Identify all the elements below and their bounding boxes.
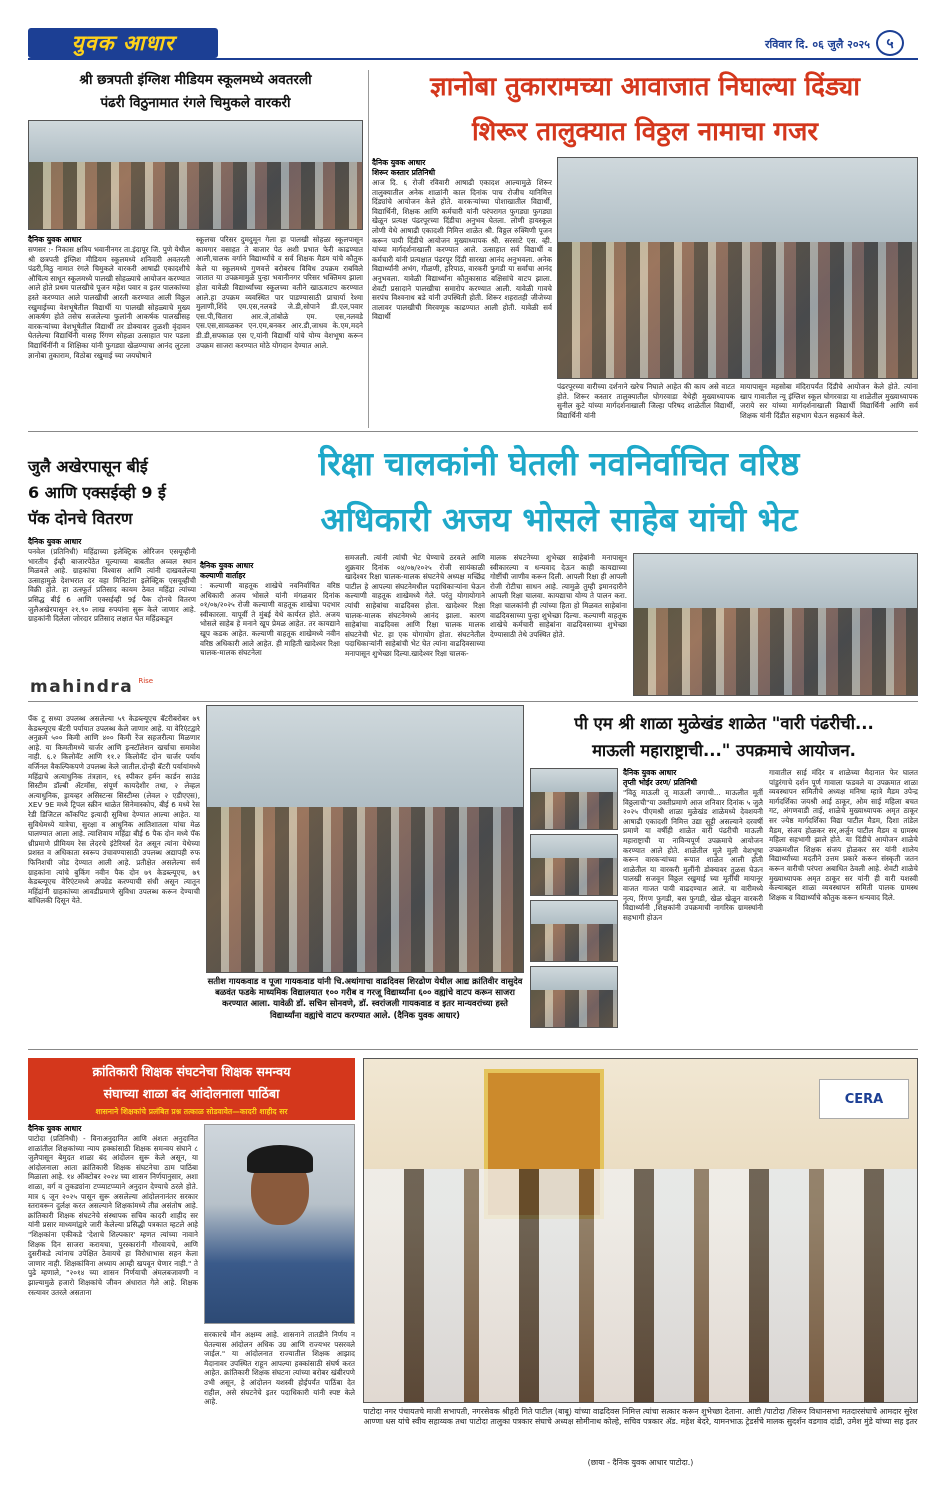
story1-text-col2: स्कूलचा परिसर दुमदुमून गेला हा पालखी सोहळा स्कूलपासून कामगार वसाहत ते बाजार पेठ अशी प्रभात फेरी काढण्यात आली,चालक वर्गाने विद्यार्थ्यांचे व सर्व शिक्षक मैडम यांचे कौतुक केले या स्कूलमध्ये गुणवत्ते बरोबरच विविध उपक्रम राबविले जातात या उपक्रमामुळे पुन्हा भवानीनगर परिसर भक्तिमय झाला होता यावेळी विद्यार्थ्यांच्या स्कूलच्या वतीने खाऊवाटप करण्यात आले.हा उपक्रम व्यवस्थित पार पाडण्यासाठी प्राचार्या रेश्मा मुलाणी,शिंदे एम.एस,नलवडे जे.डी,सोपाने डी.एल,पवार एस.पी,चितारा आर.जे,तांबोळे एम. एस,नलवडे एस.एस,सावळकर एन.एम,बनकर आर.डी,जाधव के.एम,मदने डी.डी,सपकाळ एस ए,यांनी विद्यार्थी यांचे योग्य वेशभूषा करून उपक्रम साजरा करण्यात मोठे योगदान देण्यात आले. xyxy=(196,235,363,350)
col-divider xyxy=(368,70,369,428)
story2-headline-1: ज्ञानोबा तुकारामच्या आवाजात निघाल्या दिंड्या xyxy=(429,72,860,102)
story1-headline-1: श्री छत्रपती इंग्लिश मीडियम स्कूलमध्ये अवतरली xyxy=(79,72,312,88)
story7-headline-1: क्रांतिकारी शिक्षक संघटनेचा शिक्षक समन्वय xyxy=(92,1064,291,1079)
story7-headline-2: संघाच्या शाळा बंद आंदोलनाला पाठिंबा xyxy=(103,1086,280,1101)
story7-byline: दैनिक युवक आधार xyxy=(28,1124,82,1133)
story1-text-col1: सणसर :- निकास क्षत्रिय भवानीनगर ता.इंदापूर जि. पुणे येथील श्री छत्रपती इंग्लिश मीडियम स्कूलमध्ये शनिवारी अवतरली पंढरी,विठु नामात रंगले चिमुकले वारकरी आषाढी एकादशीचे औचित्य साधून स्कूलमध्ये पालखी सोहळ्याचे आयोजन करण्यात आले होते प्रथम पालखीचे पूजन महेश पवार व इतर पालकांच्या हस्ते करण्यात आले पालखीची आरती करण्यात आली विठ्ठल रखुमाईच्या वेशभूषेतील विद्यार्थी या पालखी सोहळ्याचे मुख्य आकर्षण होते तसेच सजलेल्या फुलांनी आकर्षक पालखीसह वारकऱ्यांच्या वेशभूषेतील विद्यार्थी तर डोक्यावर तुळशी वृंदावन घेतलेल्या विद्यार्थिनी यासह रिंगण सोहळा उत्साहात पार पडला विद्यार्थिनींनी व शिक्षिका यांनी फुगड्या खेळण्याचा आनंद लुटला ज्ञानोबा तुकाराम, विठोबा रखुमाई च्या जयघोषाने xyxy=(28,245,190,360)
story3-text-col1: : कल्याणी वाहतूक शाखेचे नवनिर्वाचित वरिष्ठ अधिकारी अजय भोसले यांनी मंगळवार दिनांक ०१/०७/२०२५ रोजी कल्याणी वाहतूक शाखेचा पदभार स्वीकारला. यापूर्वी ते मुंबई येथे कार्यरत होते. अजय भोसले साहेब हे मनाने खूप प्रेमळ आहेत. तर कायद्याने खूप कडक आहेत. कल्याणी वाहतूक शाखेमध्ये नवीन वरिष्ठ अधिकारी आले आहेत. ही माहिती खादेश्वर रिक्षा चालक-मालक संघटनेला xyxy=(200,581,340,658)
story6-byline: दैनिक युवक आधार तृप्ती भोईर उरण/ प्रतिनिधी xyxy=(623,768,697,787)
story4-headline-3: पॅक दोनचे वितरण xyxy=(28,509,133,528)
story4-text-col1: पनवेल (प्रतिनिधी) महिंद्राच्या इलेक्ट्रिक ओरिजन एसयूव्हीनी भारतीय ईव्ही बाजारपेठेत मूल्याच्या बाबतीत अव्वल स्थान मिळवले आहे. ग्राहकांचा विश्वास आणि त्यांनी दाखवलेल्या उत्साहामुळे देशभरात दर वहा मिनिटांना इलेक्ट्रिक एसयूव्हीची विक्री होते. हा उत्स्फूर्त प्रतिसाद कायम ठेवत महिंद्रा त्यांच्या प्रसिद्ध बीई 6 आणि एक्सईव्ही 9ई पैक दोनचे वितरण जुलैअखेरपासून २१.९० लाख रुपयांना सुरू केले जाणार आहे. ग्राहकांनी दिलेला जोरदार प्रतिसाद लक्षात घेत महिंद्रकडून xyxy=(28,547,196,624)
story3-headline-1: रिक्षा चालकांनी घेतली नवनिर्वाचित वरिष्ठ xyxy=(318,444,800,483)
story7-subhead: शासनाने शिक्षकांचे प्रलंबित प्रश्न तत्काळ सोडवावेत—कादरी शाहीद सर xyxy=(95,1107,288,1116)
story2-headline-2: शिरूर तालुक्यात विठ्ठल नामाचा गजर xyxy=(471,117,819,147)
story3-photo xyxy=(633,553,918,696)
story2-text-col1: आज दि. ६ रोजी रविवारी आषाढी एकादश आल्यामुळे शिरूर तालुक्यातील अनेक शाळांनी काल दिनांक पाच रोजीच यानिमित्त दिंड्यांचे आयोजन केले होते. वारकऱ्यांच्या पोशाखातील विद्यार्थी, विद्यार्थिनी, शिक्षक आणि कर्मचारी यांनी परंपरागत फुगड्या फुगड्या खेळून प्रत्यक्ष पंढरपूरच्या दिंडीचा अनुभव घेतला. लोणी हायस्कूल लोणी येथे आषाढी एकादशी निमित्त शाळेत श्री. विठ्ठल रुक्मिणी पूजन करून पायी दिंडीचे आयोजन मुख्याध्यापक श्री. सरसाटे एस. व्ही. यांच्या मार्गदर्शनाखाली करण्यात आले. उत्साहात सर्व विद्यार्थी व कर्मचारी यांनी प्रत्यक्षात पंढरपूर दिंडी सारखा आनंद अनुभवला. अनेक विद्यार्थ्यांनी अभंग, गौळणी, हरिपाठ, वारकरी फुगडी या सर्वांचा आनंद अनुभवला. यावेळी विद्यार्थ्यांना कौतुकासाठ बक्षिसांचे वाटप झाला. शेवटी प्रसादाने पालखीचा समारोप करण्यात आली. यावेळी गावचे सरपंच विश्वनाथ बडे यांनी उपस्थिती होती. शिरूर शहरातही जीजेच्या तालावर पालखीची मिरवणूक काढण्यात आली होती. यावेळी सर्व विद्यार्थी xyxy=(372,178,552,322)
masthead-date: रविवार दि. ०६ जुलै २०२५ xyxy=(764,38,870,51)
story6-photo-4 xyxy=(530,966,618,1028)
story1-photo xyxy=(28,120,363,230)
story6-text-col2: गावातील साई मंदिर व शाळेच्या मैदानात फेर घालत पांडुरंगाचे दर्शन पूर्ण गावाला फडवले या उपक्रमात शाळा व्यवस्थापन समितीचे अध्यक्ष मनिषा म्हात्रे मैडम उपेन्द्र मार्गदर्शिका जयश्री आई ठाकूर, ओम साई महिला बचत गट, अंगणवाडी ताई, शाळेचे मुख्याध्यापक अमृत ठाकूर सर ज्येष्ठ मार्गदर्शिका विद्या पाटील मैडम, दिशा तांडेल मैडम, संजय होळकर सर,अर्जुन पाटील मैडम व ग्रामस्थ महिला सहभागी झाले होते. या दिंडीचे आयोजन शाळेचे उपक्रमशील शिक्षक संजय होळकर सर यांनी शालेय विद्यार्थ्यांच्या मदतीने उत्तम प्रकारे करून संस्कृती जतन करून वारीची परंपरा अबाधित ठेवली आहे. शेवटी शाळेचे मुख्याध्यापक अमृत ठाकूर सर यांनी ही वारी यशस्वी केल्याबद्दल शाळा व्यवस्थापन समिती पालक ग्रामस्थ शिक्षक व विद्यार्थ्यांचे कौतुक करून धन्यवाद दिले. xyxy=(769,768,918,902)
mahindra-logo xyxy=(30,677,200,701)
story3-text-col2: समजली. त्यांनी त्यांची भेट घेण्याचे ठरवले आणि शुक्रवार दिनांक ०४/०७/२०२५ रोजी सायंकाळी खादेश्वर रिक्षा चालक-मालक संघटनेचे अध्यक्ष मच्छिंद्र पाटील हे आपल्या संघटनेमधील पदाधिकाऱ्यांना घेऊन कल्याणी वाहतूक शाखेमध्ये गेले. परंतु योगायोगाने त्यांची साहेबांचा वाढदिवस होता. खादेश्वर रिक्षा चालक-मालक संघटनेमध्ये आनंद झाला. कारण साहेबांचा वाढदिवस आणि रिक्षा चालक मालक संघटनेची भेट. हा एक योगायोग होता. संघटनेतील पदाधिकाऱ्यांनी साहेबांची भेट घेत त्यांना वाढदिवसाच्या मनापासून शुभेच्छा दिल्या.खादेश्वर रिक्षा चालक- xyxy=(345,553,485,658)
story5-photo xyxy=(206,705,524,973)
story2-photo-caption-a: पंढरपूरच्या वारीच्या दर्शनाने खरेच निघाले आहेत की काय असे वाटत होते. शिरूर कस्तार तालुक्यातील घोगरवाडा येथेही मुख्याध्यापक सुनील कुटे यांच्या मार्गदर्शनाखाली जिल्हा परिषद शाळेतील विद्यार्थी, विद्यार्थिनी यांनी xyxy=(557,382,735,420)
section-divider xyxy=(28,1049,918,1050)
story6-photo-1 xyxy=(530,768,618,830)
story8-caption: पाटोदा नगर पंचायतचे माजी सभापती, नगरसेवक श्रीहरी गिते पाटील (बाबू) यांच्या वाढदिवस निमित्त त्यांचा सत्कार करून शुभेच्छा देताना. आष्टी /पाटोदा /शिरूर विधानसभा मतदारसंघाचे आमदार सुरेश आण्णा धस यांचे स्वीय सहाय्यक तथा पाटोदा तालुका पत्रकार संघाचे अध्यक्ष सोमीनाथ कोल्हे, सचिव पत्रकार ॲड. महेश बेदरे, यामनभाऊ ट्रेडर्सचे मालक सुदर्शन वडगाव दांडी, उमेश मुंडे यांच्या सह इतर xyxy=(363,1407,918,1427)
story6-text-col1: "विठू माऊली तू माऊली जगाची... माऊलीत मूर्ती विठ्ठलाची"या उक्तीप्रमाणे आज शनिवार दिनांक ५ जुलै २०२५ पीएमश्री शाळा मुळेखंड शाळेमध्ये देवशयनी आषाढी एकादशी निमित्त उद्या सुट्टी असल्याने दरवर्षी प्रमाणे या वर्षीही शाळेत वारी पंढरीची माऊली महाराष्ट्राची या नाविन्यपूर्ण उपक्रमाचे आयोजन करण्यात आले होते. शाळेतील मुले मुली वेशभूषा करून वारकऱ्यांच्या रूपात शाळेत आली होती शाळेतील या वारकरी मुलींनी डोक्यावर तुळस घेऊन पालखी सजवून विठ्ठल रखुमाई च्या मूर्तींची मायानूर वाजत गाजत पायी वाढदण्यात आले. या वारीमध्ये नृत्य, रिंगण फुगडी, बस फुगडी, खेळ खेळून वारकरी विद्यार्थ्यांनी ,शिक्षकांनी उपक्रमाची नागरिक ग्रामस्थांनी सहभागी होऊन xyxy=(623,788,763,922)
story1-byline: दैनिक युवक आधार xyxy=(28,235,82,244)
story2-photo xyxy=(557,157,918,379)
story5-caption: सतीश गायकवाड व पूजा गायकवाड यांनी चि.अथांगाचा वाढदिवस शिरढोण येथील आद्य क्रांतिवीर वासुदेव बळवंत फडके माध्यमिक विद्यालयात १०० गरीब व गरजू विद्यार्थ्यांना ६०० वह्यांचे वाटप करून साजरा करण्यात आला. यावेळी डॉ. सचिन सोनवणे, डॉ. स्वरांजली गायकवाड व इतर मान्यवरांच्या हस्ते विद्यार्थ्यांना वह्यांचे वाटप करण्यात आले. (दैनिक युवक आधार) xyxy=(207,976,523,1020)
brand-tag-text: Rise xyxy=(138,677,154,685)
story6-headline-1: पी एम श्री शाळा मुळेखंड शाळेत "वारी पंढरीची... xyxy=(574,714,874,733)
paper-name: युवक आधार xyxy=(71,31,175,55)
story4-headline-2: 6 आणि एक्सईव्ही 9 ई xyxy=(28,483,166,502)
story8-photo-credit: (छाया - दैनिक युवक आधार पाटोदा.) xyxy=(587,1458,694,1467)
story4-headline-1: जुलै अखेरपासून बीई xyxy=(28,457,148,476)
story3-headline-2: अधिकारी अजय भोसले साहेब यांची भेट xyxy=(320,500,798,539)
story3-text-col3: मालक संघटनेच्या शुभेच्छा साहेबांनी मनापासून स्वीकारल्या व धन्यवाद देऊन काही कायद्याच्या गोष्टींची जाणीव करून दिली. आपली रिक्षा ही आपली रोजी रोटीचा साधन आहे. त्यामुळे तुम्ही इमानदारीने आपली रिक्षा चालवा. कायद्याचा योग्य ते पालन करा. रिक्षा चालकांनी ही त्यांच्या हिता हो मिळवत साहेबांना वाढदिवसाच्या पुन्हा शुभेच्छा दिल्या. कल्याणी वाहतूक शाखेचे कर्मचारी साहेबांना वाढदिवसाच्या शुभेच्छा देण्यासाठी तेथे उपस्थित होते. xyxy=(490,553,627,639)
shop-sign: CERA xyxy=(844,1091,884,1107)
story6-headline-2: माऊली महाराष्ट्राची..." उपक्रमाचे आयोजन. xyxy=(592,741,856,760)
page-number-badge xyxy=(876,30,904,56)
story6-photo-2 xyxy=(530,834,618,896)
story1-headline-2: पंढरी विठुनामात रंगले चिमुकले वारकरी xyxy=(100,95,291,111)
section-divider xyxy=(28,431,918,432)
brand-logo-text: mahindra xyxy=(30,677,134,697)
story7-text-col2: सरकारचे मौन अक्षम्य आहे. शासनाने तातडीने निर्णय न घेतल्यास आंदोलन अधिक उग्र आणि राज्यभर पसरवले जाईल." या आंदोलनात राज्यातील शिक्षक आझाद मैदानावर उपस्थित राहून आपल्या हक्कांसाठी संघर्ष करत आहेत. क्रांतिकारी शिक्षक संघटना त्यांच्या बरोबर खंबीरपणे उभी असून, हे आंदोलन यशस्वी होईपर्यंत पाठिंबा देत राहील, असे संघटनेचे इतर पदाधिकारी यांनी स्पष्ट केले आहे. xyxy=(204,1330,355,1407)
story8-photo xyxy=(363,1058,918,1403)
story4-text-col2: पॅक टू सध्या उपलब्ध असलेल्या ५९ केडब्ल्यूएच बॅटरीबरोबर ७९ केडब्ल्यूएच बॅटरी पर्यायात उपलब्ध केले जाणार आहे. या वेरिएंटद्वारे अनुक्रमे ५०० किमी आणि ४०० किमी रेंज सहजरीत्या मिळणार आहे. या किमतीमध्ये चार्जर आणि इन्स्टॉलेशन खर्चाचा समावेश नाही. ६.२ किलोवॅट आणि ११.२ किलोवॅट दोन चार्जर पर्याय वर्जिनल वैकल्पिकपणे उपलब्ध केले जातील.दोन्ही बॅटरी पर्यायांमध्ये महिंद्राचे अत्याधुनिक तंत्रज्ञान, १६ स्पीकर हर्मन कार्डन साउंड सिस्टीम डॉल्बी ॲटमॉस, संपूर्ण कायदेशीर तथा, २ लेव्हल अत्याधुनिक, ड्रायव्हर असिस्टन्स सिस्टीम्स (लेवल २ एडीएएस), XEV 9E मध्ये ट्रिपल स्क्रीन थाळेत सिनेमास्कोप, बीई 6 मध्ये रेस रेडी डिजिटल कॉकपिट इत्यादी सुविधा देण्यात आल्या आहेत. या सुविधेमध्ये यात्रेचा, सुरक्षा व आधुनिक आतिशातला यांचा मेळ घालण्यात आला आहे. त्याशिवाय महिंद्रा बीई 6 पैक दोन मध्ये पॅक थ्रीप्रमाणे प्रीमियम रेस लेदरचे इंटेरियर्स देत असून त्यांना येथेच्या प्रशस्त व अधिकाता स्वरूप उंचावण्यासाठी उपलब्ध अद्यापही रुफ फिनिशची जोड देण्यात आली आहे. प्रतीक्षेत असलेल्या सर्व ग्राहकांना त्यांचे बुकिंग नवीन पैक दोन ७९ केडब्ल्यूएच, ७९ केडब्ल्यूएच वेरिएंटमध्ये अपग्रेड करण्याची संधी असून त्यातून महिंद्रांनी ग्राहकांच्या आवडीप्रमाणे सुविधा उपलब्ध करून देण्याची बांधिलकी दिसून येते. xyxy=(28,714,200,906)
story4-byline: दैनिक युवक आधार xyxy=(28,537,82,546)
masthead-logo xyxy=(28,28,218,58)
section-divider xyxy=(28,701,918,702)
story2-byline: दैनिक युवक आधार शिरूर कस्तार प्रतिनिधी xyxy=(372,158,436,177)
story3-byline: दैनिक युवक आधार कल्याणी वार्ताहर xyxy=(200,561,254,580)
story7-text-col1: पाटोदा (प्रतिनिधी) - विनाअनुदानित आणि अंशतः अनुदानित शाळांतील शिक्षकांच्या न्याय हक्कांसाठी शिक्षक समन्वय संघाने ८ जुलैपासून बेमुदत शाळा बंद आंदोलन सुरू केले असून, या आंदोलनाला आता क्रांतिकारी शिक्षक संघटनेचा ठाम पाठिंबा मिळाला आहे. १४ ऑक्टोबर २०२४ च्या शासन निर्णयानुसार, अशा शाळा, वर्ग व तुकड्यांना टप्प्याटप्प्याने अनुदान देण्याचे ठरले होते. मात्र ६ जून २०२५ पासून सुरू असलेल्या आंदोलनानंतर सरकार स्तरावरून दुर्लक्ष करत असल्याने शिक्षकांमध्ये तीव्र असंतोष आहे. क्रांतिकारी शिक्षक संघटनेचे संस्थापक सचिव कादरी शाहीद सर यांनी प्रसार माध्यमांद्वारे जारी केलेल्या प्रसिद्धी पत्रकात म्हटले आहे "शिक्षकांना एकीकडे 'देशाचे शिल्पकार' म्हणत त्यांच्या नावाने शिक्षक दिन साजरा करायचा, पुरस्कारांनी गौरवायचे, आणि दुसरीकडे त्यांनाच उपेक्षित ठेवायचे हा विरोधाभास सहन केला जाणार नाही. शिक्षकांविना अध्याय आम्ही खपवून घेणार नाही." ते पुढे म्हणाले, "२०१४ च्या शासन निर्णयाची अंमलबजावणी न झाल्यामुळे हजारो शिक्षकांचे जीवन अंधारात गेले आहे. शिक्षक रस्त्यावर उतरले असताना xyxy=(28,1134,198,1297)
story7-portrait xyxy=(204,1124,355,1324)
page-number: ५ xyxy=(886,35,894,52)
story6-photo-3 xyxy=(530,900,618,962)
story2-photo-caption-b: मायापासून महसोबा मंदिरापर्यंत दिंडीचे आयोजन केले होते. त्यांना खाप गावातील न्यू इंग्लिश स्कूल घोगरवाडा या शाळेतील मुख्याध्यापक जराये सर यांच्या मार्गदर्शनाखाली विद्यार्थी विद्यार्थिनी आणि सर्व शिक्षक यांनी दिंडीत सहभाग घेऊन सहकार्य केले. xyxy=(740,382,918,420)
